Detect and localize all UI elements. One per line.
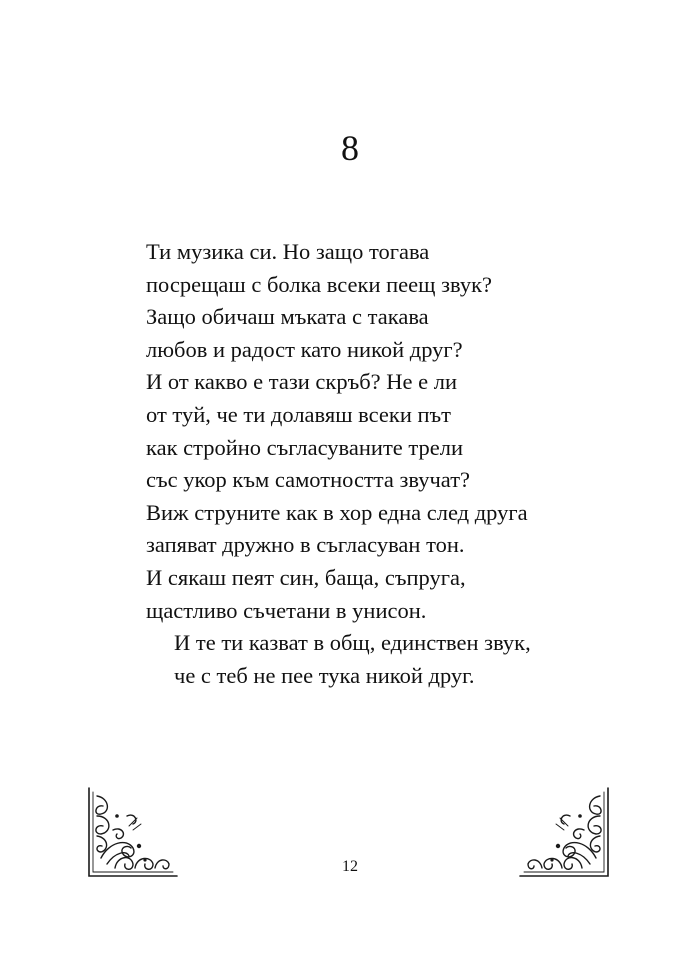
poem-body [146, 236, 616, 692]
poem-line-14: че с теб не пее тука никой друг. [174, 662, 475, 688]
poem-line-8: със укор към самотността звучат? [146, 467, 471, 493]
poem-line-12: щастливо съчетани в унисон. [146, 597, 427, 623]
poem-line-10: запяват дружно в съгласуван тон. [146, 532, 465, 558]
poem-line-6: от туй, че ти долавяш всеки път [146, 401, 452, 427]
sonnet-number: 8 [341, 128, 359, 168]
poem-line-5: И от какво е тази скръб? Не е ли [146, 369, 458, 395]
page-number: 12 [342, 858, 358, 875]
poem-line-3: Защо обичаш мъката с такава [146, 304, 429, 330]
poem-line-7: как стройно съгласуваните трели [146, 434, 463, 460]
poem-line-13: И те ти казват в общ, единствен звук, [174, 630, 531, 656]
poem-line-4: любов и радост като никой друг? [146, 336, 463, 362]
corner-ornament-right-icon [518, 786, 610, 878]
poem-line-1: Ти музика си. Но защо тогава [146, 239, 430, 264]
poem-line-11: И сякаш пеят син, баща, съпруга, [146, 564, 466, 590]
poem-line-2: посрещаш с болка всеки пеещ звук? [146, 271, 492, 297]
poem-line-9: Виж струните как в хор една след друга [146, 499, 528, 525]
